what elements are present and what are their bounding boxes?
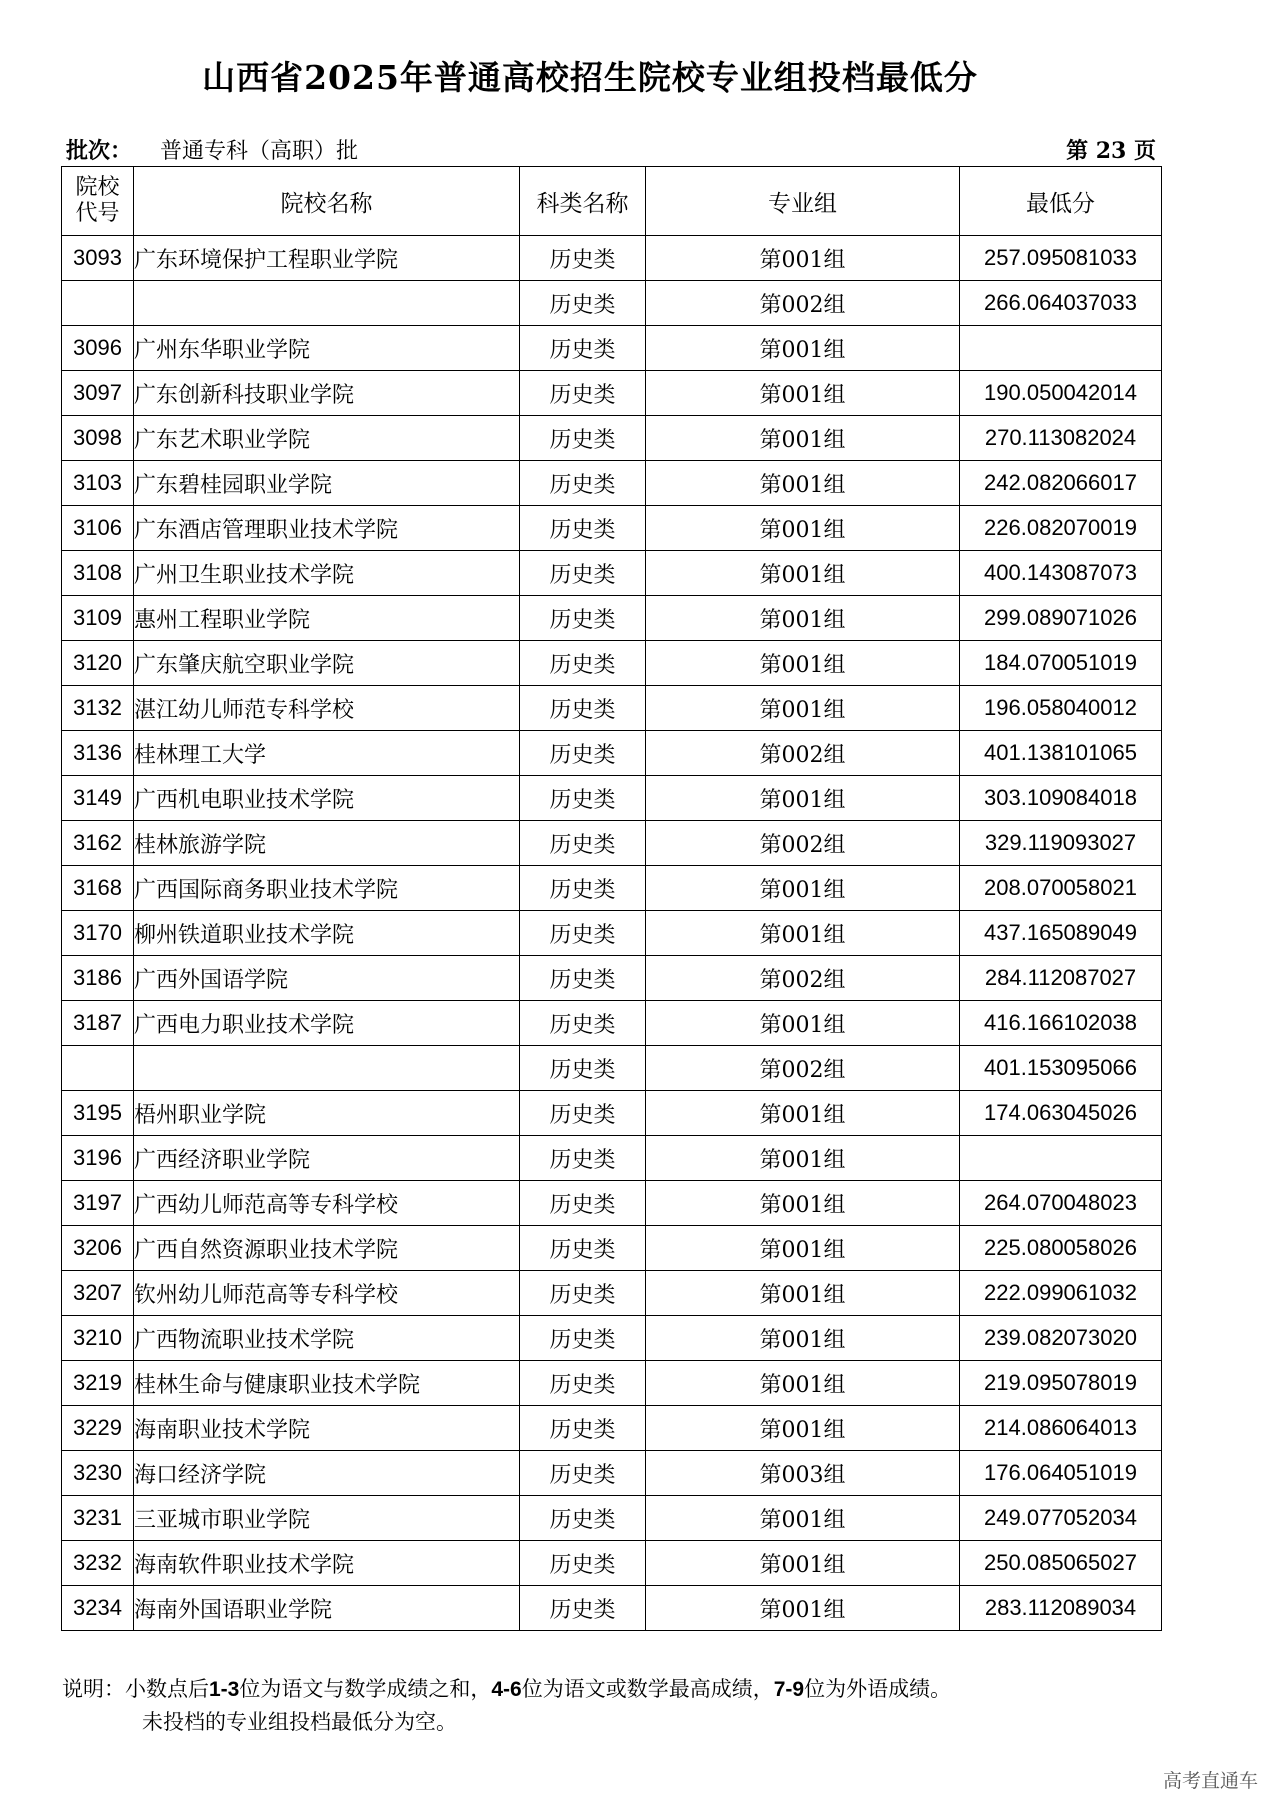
cell-min-score: 283.112089034: [960, 1586, 1162, 1631]
cell-code: 3187: [62, 1001, 134, 1046]
cell-category: 历史类: [520, 1046, 646, 1091]
cell-code: 3097: [62, 371, 134, 416]
cell-min-score: 437.165089049: [960, 911, 1162, 956]
cell-group: 第001组: [646, 506, 960, 551]
table-row: [62, 956, 1162, 1001]
cell-min-score: 222.099061032: [960, 1271, 1162, 1316]
cell-group: 第001组: [646, 1541, 960, 1586]
cell-category: 历史类: [520, 461, 646, 506]
cell-code: 3207: [62, 1271, 134, 1316]
cell-code: 3093: [62, 236, 134, 281]
cell-code: 3230: [62, 1451, 134, 1496]
cell-school-name: 广西物流职业技术学院: [134, 1316, 520, 1361]
page-number: 第 23 页: [1066, 138, 1156, 164]
cell-group: 第001组: [646, 236, 960, 281]
cell-code: 3196: [62, 1136, 134, 1181]
cell-code: 3170: [62, 911, 134, 956]
cell-min-score: 400.143087073: [960, 551, 1162, 596]
cell-code: 3132: [62, 686, 134, 731]
cell-min-score: 266.064037033: [960, 281, 1162, 326]
cell-school-name: 广东碧桂园职业学院: [134, 461, 520, 506]
table-row: [62, 1001, 1162, 1046]
cell-group: 第001组: [646, 1496, 960, 1541]
table-row: [62, 911, 1162, 956]
table-row: [62, 731, 1162, 776]
header-code: 院校 代号: [62, 167, 134, 236]
batch-value: 普通专科（高职）批: [160, 139, 359, 164]
cell-category: 历史类: [520, 1226, 646, 1271]
cell-category: 历史类: [520, 686, 646, 731]
cell-school-name: 广州东华职业学院: [134, 326, 520, 371]
cell-group: 第001组: [646, 1001, 960, 1046]
cell-code: 3219: [62, 1361, 134, 1406]
cell-code: [62, 281, 134, 326]
cell-min-score: 196.058040012: [960, 686, 1162, 731]
page-title: 山西省2025年普通高校招生院校专业组投档最低分: [202, 58, 978, 97]
cell-school-name: 广西幼儿师范高等专科学校: [134, 1181, 520, 1226]
cell-code: 3120: [62, 641, 134, 686]
cell-group: 第001组: [646, 1361, 960, 1406]
cell-code: 3149: [62, 776, 134, 821]
table-row: [62, 1451, 1162, 1496]
cell-school-name: 三亚城市职业学院: [134, 1496, 520, 1541]
table-row: [62, 1181, 1162, 1226]
cell-school-name: 广东创新科技职业学院: [134, 371, 520, 416]
cell-school-name: 柳州铁道职业技术学院: [134, 911, 520, 956]
cell-category: 历史类: [520, 821, 646, 866]
cell-category: 历史类: [520, 866, 646, 911]
cell-category: 历史类: [520, 911, 646, 956]
cell-group: 第001组: [646, 911, 960, 956]
cell-group: 第001组: [646, 371, 960, 416]
table-row: [62, 236, 1162, 281]
cell-group: 第001组: [646, 1091, 960, 1136]
cell-min-score: 242.082066017: [960, 461, 1162, 506]
table-row: [62, 1406, 1162, 1451]
cell-school-name: 广东艺术职业学院: [134, 416, 520, 461]
cell-group: 第003组: [646, 1451, 960, 1496]
table-row: [62, 776, 1162, 821]
table-row: [62, 821, 1162, 866]
cell-code: 3103: [62, 461, 134, 506]
cell-school-name: 海口经济学院: [134, 1451, 520, 1496]
cell-category: 历史类: [520, 1451, 646, 1496]
cell-school-name: 湛江幼儿师范专科学校: [134, 686, 520, 731]
cell-category: 历史类: [520, 506, 646, 551]
table-row: [62, 1271, 1162, 1316]
footnote: [62, 1673, 951, 1738]
cell-school-name: 钦州幼儿师范高等专科学校: [134, 1271, 520, 1316]
table-row: [62, 686, 1162, 731]
footnote-line2: 未投档的专业组投档最低分为空。: [142, 1710, 457, 1734]
cell-min-score: 270.113082024: [960, 416, 1162, 461]
cell-school-name: 惠州工程职业学院: [134, 596, 520, 641]
watermark: 高考直通车: [1162, 1770, 1258, 1792]
cell-group: 第001组: [646, 1586, 960, 1631]
cell-min-score: 208.070058021: [960, 866, 1162, 911]
cell-group: 第001组: [646, 641, 960, 686]
cell-school-name: 海南外国语职业学院: [134, 1586, 520, 1631]
cell-code: [62, 1046, 134, 1091]
table-row: [62, 1136, 1162, 1181]
header-score: 最低分: [960, 167, 1162, 236]
cell-code: 3098: [62, 416, 134, 461]
table-row: [62, 641, 1162, 686]
table-row: [62, 1091, 1162, 1136]
batch-label: 批次：: [66, 138, 133, 164]
cell-min-score: 264.070048023: [960, 1181, 1162, 1226]
cell-category: 历史类: [520, 1406, 646, 1451]
table-row: [62, 371, 1162, 416]
cell-category: 历史类: [520, 731, 646, 776]
cell-min-score: 226.082070019: [960, 506, 1162, 551]
cell-group: 第002组: [646, 1046, 960, 1091]
cell-code: 3232: [62, 1541, 134, 1586]
cell-group: 第001组: [646, 326, 960, 371]
cell-school-name: 梧州职业学院: [134, 1091, 520, 1136]
cell-group: 第002组: [646, 956, 960, 1001]
cell-school-name: [134, 1046, 520, 1091]
cell-school-name: 广西国际商务职业技术学院: [134, 866, 520, 911]
cell-min-score: 250.085065027: [960, 1541, 1162, 1586]
cell-code: 3096: [62, 326, 134, 371]
cell-category: 历史类: [520, 776, 646, 821]
header-group: 专业组: [646, 167, 960, 236]
cell-school-name: 桂林生命与健康职业技术学院: [134, 1361, 520, 1406]
cell-school-name: 海南软件职业技术学院: [134, 1541, 520, 1586]
cell-min-score: 249.077052034: [960, 1496, 1162, 1541]
cell-min-score: [960, 326, 1162, 371]
cell-code: 3186: [62, 956, 134, 1001]
table-row: [62, 281, 1162, 326]
batch-info: [66, 134, 358, 165]
table-row: [62, 1586, 1162, 1631]
cell-min-score: 303.109084018: [960, 776, 1162, 821]
cell-code: 3210: [62, 1316, 134, 1361]
table-row: [62, 1046, 1162, 1091]
cell-code: 3106: [62, 506, 134, 551]
header-category: 科类名称: [520, 167, 646, 236]
cell-school-name: 广西经济职业学院: [134, 1136, 520, 1181]
cell-group: 第001组: [646, 596, 960, 641]
cell-category: 历史类: [520, 1496, 646, 1541]
cell-category: 历史类: [520, 1316, 646, 1361]
cell-category: 历史类: [520, 1091, 646, 1136]
cell-school-name: 广西外国语学院: [134, 956, 520, 1001]
cell-min-score: 176.064051019: [960, 1451, 1162, 1496]
table-row: [62, 506, 1162, 551]
cell-group: 第001组: [646, 1316, 960, 1361]
cell-category: 历史类: [520, 416, 646, 461]
cell-min-score: [960, 1136, 1162, 1181]
cell-group: 第001组: [646, 416, 960, 461]
cell-min-score: 329.119093027: [960, 821, 1162, 866]
cell-category: 历史类: [520, 326, 646, 371]
cell-min-score: 401.153095066: [960, 1046, 1162, 1091]
cell-group: 第002组: [646, 281, 960, 326]
cell-min-score: 257.095081033: [960, 236, 1162, 281]
cell-category: 历史类: [520, 1271, 646, 1316]
cell-code: 3231: [62, 1496, 134, 1541]
cell-category: 历史类: [520, 1586, 646, 1631]
cell-code: 3195: [62, 1091, 134, 1136]
cell-school-name: 桂林理工大学: [134, 731, 520, 776]
score-table: [61, 166, 1162, 1631]
cell-group: 第001组: [646, 1181, 960, 1226]
cell-category: 历史类: [520, 1001, 646, 1046]
table-row: [62, 866, 1162, 911]
header-name: 院校名称: [134, 167, 520, 236]
table-row: [62, 1361, 1162, 1406]
cell-category: 历史类: [520, 1541, 646, 1586]
cell-school-name: 桂林旅游学院: [134, 821, 520, 866]
table-row: [62, 416, 1162, 461]
cell-group: 第001组: [646, 686, 960, 731]
cell-category: 历史类: [520, 236, 646, 281]
cell-group: 第001组: [646, 461, 960, 506]
cell-min-score: 174.063045026: [960, 1091, 1162, 1136]
cell-code: 3234: [62, 1586, 134, 1631]
table-row: [62, 551, 1162, 596]
cell-code: 3168: [62, 866, 134, 911]
cell-category: 历史类: [520, 596, 646, 641]
cell-code: 3206: [62, 1226, 134, 1271]
cell-category: 历史类: [520, 1181, 646, 1226]
cell-min-score: 225.080058026: [960, 1226, 1162, 1271]
cell-school-name: 广西电力职业技术学院: [134, 1001, 520, 1046]
cell-min-score: 416.166102038: [960, 1001, 1162, 1046]
cell-min-score: 184.070051019: [960, 641, 1162, 686]
cell-school-name: 广州卫生职业技术学院: [134, 551, 520, 596]
footnote-line1: 说明：小数点后1-3位为语文与数学成绩之和，4-6位为语文或数学最高成绩，7-9位为外语成绩。: [62, 1677, 952, 1701]
table-row: [62, 1496, 1162, 1541]
table-header-row: [62, 167, 1162, 236]
cell-code: 3108: [62, 551, 134, 596]
cell-group: 第001组: [646, 1271, 960, 1316]
cell-code: 3109: [62, 596, 134, 641]
cell-group: 第001组: [646, 776, 960, 821]
cell-min-score: 219.095078019: [960, 1361, 1162, 1406]
cell-category: 历史类: [520, 1361, 646, 1406]
cell-category: 历史类: [520, 371, 646, 416]
cell-min-score: 284.112087027: [960, 956, 1162, 1001]
cell-school-name: 广东酒店管理职业技术学院: [134, 506, 520, 551]
cell-group: 第001组: [646, 551, 960, 596]
cell-min-score: 214.086064013: [960, 1406, 1162, 1451]
cell-code: 3197: [62, 1181, 134, 1226]
cell-group: 第001组: [646, 866, 960, 911]
cell-category: 历史类: [520, 551, 646, 596]
cell-school-name: 海南职业技术学院: [134, 1406, 520, 1451]
cell-min-score: 239.082073020: [960, 1316, 1162, 1361]
cell-group: 第001组: [646, 1226, 960, 1271]
cell-group: 第002组: [646, 731, 960, 776]
table-row: [62, 1316, 1162, 1361]
table-row: [62, 326, 1162, 371]
cell-category: 历史类: [520, 281, 646, 326]
cell-group: 第001组: [646, 1136, 960, 1181]
cell-category: 历史类: [520, 1136, 646, 1181]
cell-school-name: 广西自然资源职业技术学院: [134, 1226, 520, 1271]
cell-code: 3162: [62, 821, 134, 866]
cell-min-score: 299.089071026: [960, 596, 1162, 641]
table-row: [62, 1541, 1162, 1586]
table-row: [62, 461, 1162, 506]
cell-code: 3229: [62, 1406, 134, 1451]
cell-min-score: 190.050042014: [960, 371, 1162, 416]
cell-group: 第002组: [646, 821, 960, 866]
cell-category: 历史类: [520, 956, 646, 1001]
cell-school-name: 广西机电职业技术学院: [134, 776, 520, 821]
cell-min-score: 401.138101065: [960, 731, 1162, 776]
cell-code: 3136: [62, 731, 134, 776]
table-row: [62, 1226, 1162, 1271]
cell-school-name: 广东肇庆航空职业学院: [134, 641, 520, 686]
cell-category: 历史类: [520, 641, 646, 686]
cell-school-name: 广东环境保护工程职业学院: [134, 236, 520, 281]
table-row: [62, 596, 1162, 641]
cell-school-name: [134, 281, 520, 326]
cell-group: 第001组: [646, 1406, 960, 1451]
